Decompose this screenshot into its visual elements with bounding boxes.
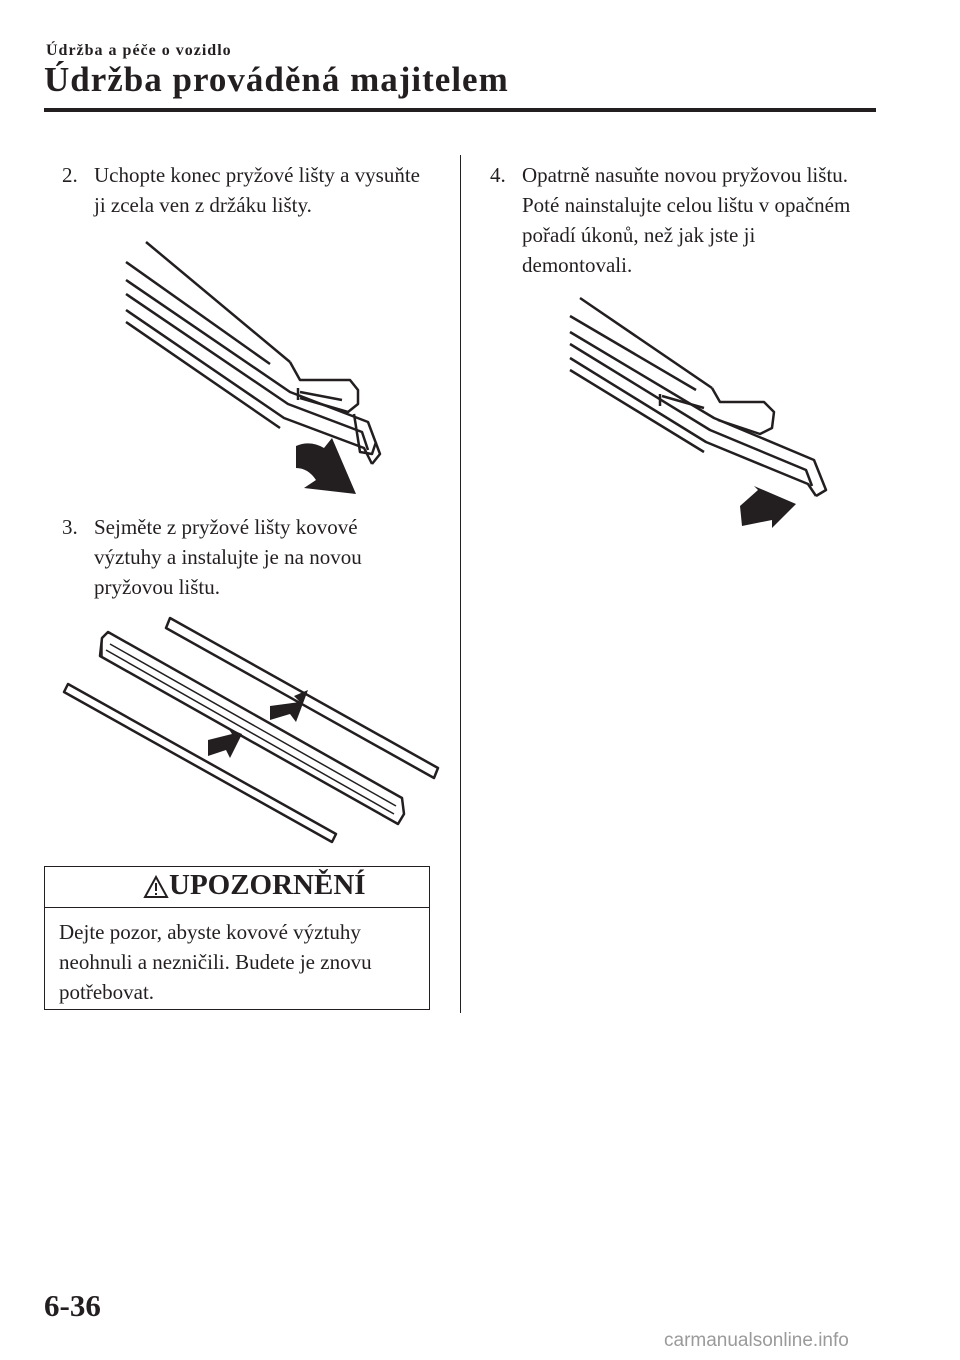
step-2 — [62, 160, 452, 224]
caution-text-line: Dejte pozor, abyste kovové výztuhy — [59, 920, 361, 944]
caution-header — [45, 867, 429, 908]
step-text-line: ji zcela ven z držáku lišty. — [94, 193, 312, 217]
watermark: carmanualsonline.info — [664, 1330, 849, 1351]
rubber-strip-stiffeners-illustration — [60, 610, 450, 844]
step-number: 2. — [62, 163, 78, 187]
step-3 — [62, 512, 452, 606]
arrow-icon — [208, 728, 242, 758]
page-number: 6-36 — [44, 1288, 101, 1323]
warning-triangle-icon — [143, 875, 169, 899]
wiper-blade-removal-illustration — [110, 232, 400, 512]
arrow-icon — [296, 438, 356, 494]
step-number: 4. — [490, 163, 506, 187]
step-text-line: pryžovou lištu. — [94, 575, 220, 599]
column-divider — [460, 155, 461, 1013]
step-text-line: Sejměte z pryžové lišty kovové — [94, 515, 358, 539]
step-4 — [490, 160, 890, 284]
arrow-icon — [740, 486, 796, 528]
caution-text-line: neohnuli a nezničili. Budete je znovu — [59, 950, 372, 974]
step-text-line: Poté nainstalujte celou lištu v opačném — [522, 193, 851, 217]
caution-box — [44, 866, 430, 1010]
wiper-blade-install-illustration — [560, 290, 840, 530]
step-text-line: výztuhy a instalujte je na novou — [94, 545, 362, 569]
section-label: Údržba a péče o vozidlo — [46, 42, 232, 59]
caution-body — [59, 917, 419, 1007]
caution-title: UPOZORNĚNÍ — [169, 869, 366, 901]
step-text-line: Uchopte konec pryžové lišty a vysuňte — [94, 163, 420, 187]
caution-text-line: potřebovat. — [59, 980, 155, 1004]
title-rule — [44, 108, 876, 112]
step-text-line: pořadí úkonů, než jak jste ji — [522, 223, 756, 247]
step-number: 3. — [62, 515, 78, 539]
page-title: Údržba prováděná majitelem — [44, 60, 509, 99]
step-text-line: demontovali. — [522, 253, 633, 277]
step-text-line: Opatrně nasuňte novou pryžovou lištu. — [522, 163, 849, 187]
